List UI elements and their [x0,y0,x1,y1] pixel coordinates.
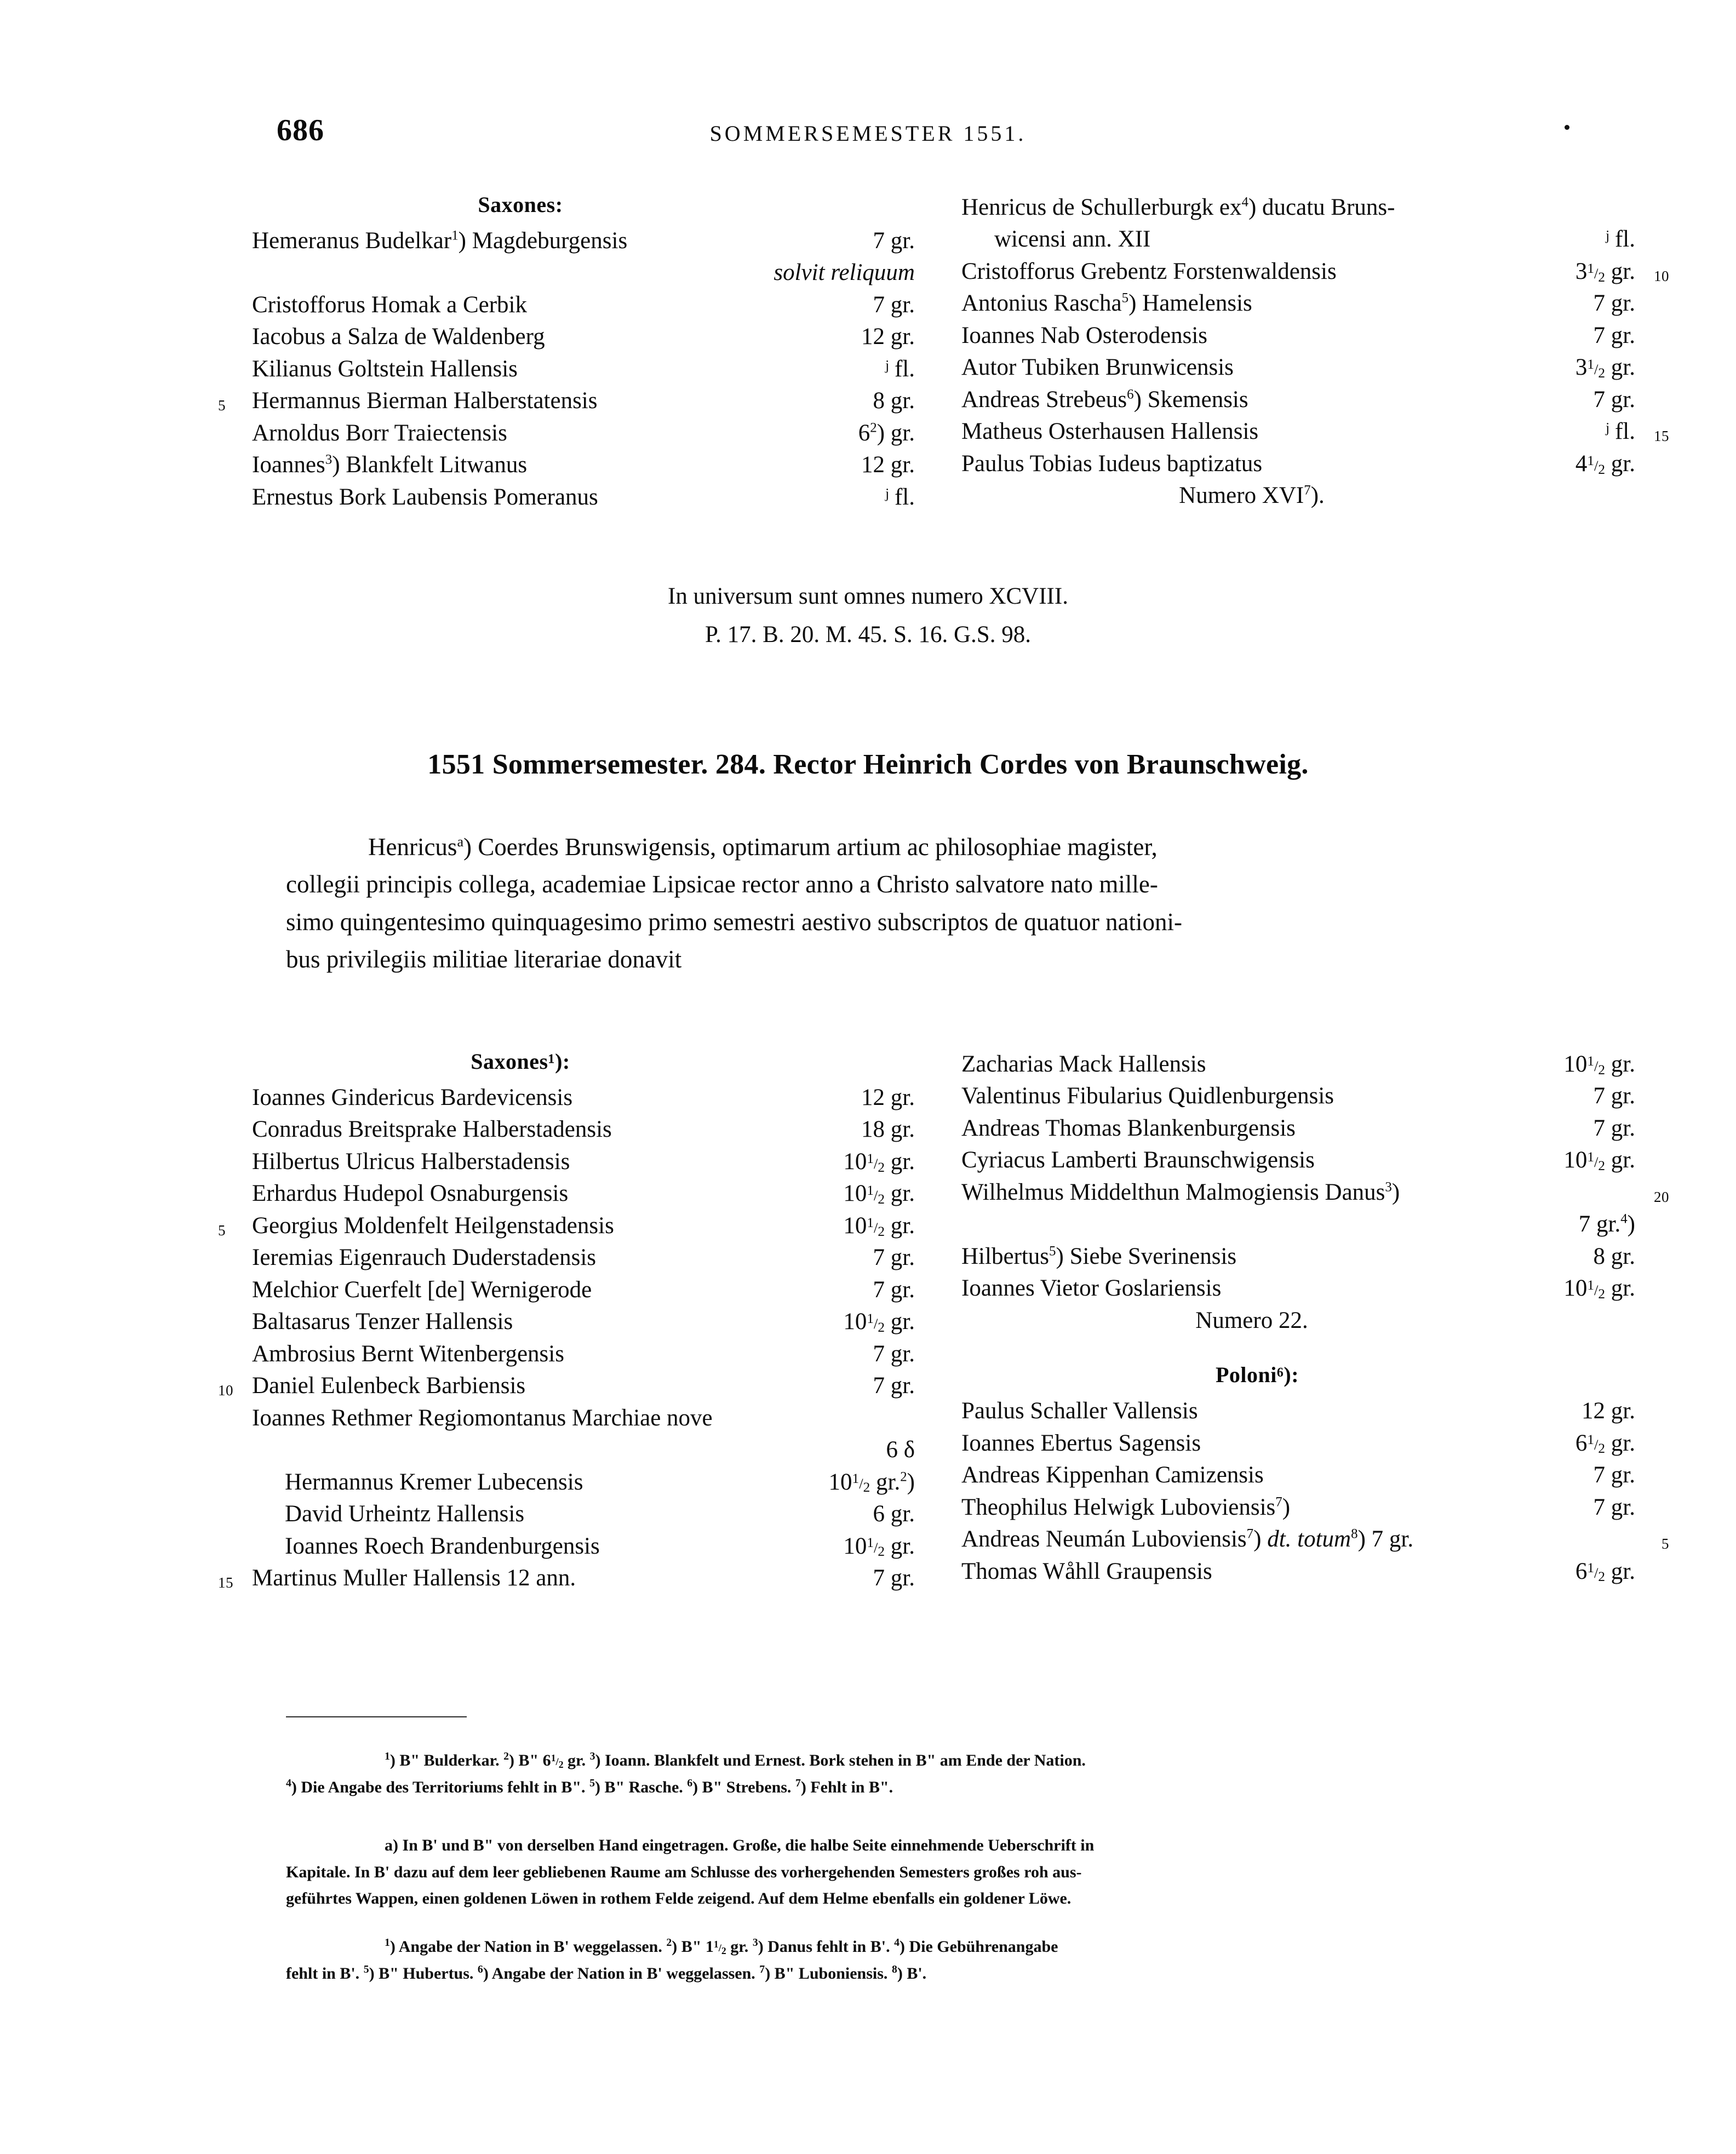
line-number: 20 [1654,1188,1669,1205]
section-two-right-column [961,1049,1669,1588]
entry-name: Erhardus Hudepol Osnaburgensis [252,1181,569,1207]
entry-name: Ioannes Vietor Goslariensis [961,1275,1222,1302]
entry-name: Ambrosius Bernt Witenbergensis [252,1340,564,1367]
entry-amount: 7 gr. [1593,1494,1635,1520]
entry-row [961,352,1635,383]
entry-name: Henricus de Schullerburgk $ex^4$) ducatu Bruns- [961,194,1395,220]
footnote-line: geführtes Wappen, einen goldenen Löwen in rothem Felde zeigend. Auf dem Helme ebenfalls ein goldener Löwe. [286,1889,1072,1908]
entry-name: Ioannes Gindericus Bardevicensis [252,1085,573,1110]
entry-list [218,225,915,513]
entry-name: Hemeranus Budelkar$^1$) Magdeburgensis [252,228,628,254]
entry-name: Andreas Kippenhan Camizensis [961,1462,1264,1488]
entry-amount: 7 gr. [873,228,915,254]
entry-amount: 101/2 gr. [1563,1147,1635,1174]
ink-speck [1565,125,1569,130]
entry-name: Arnoldus Borr Traiectensis [252,420,507,446]
entry-name: Autor Tubiken Brunwicensis [961,354,1234,381]
entry-amount: 101/2 gr. [843,1148,915,1175]
entry-name: Andreas Thomas Blankenburgensis [961,1115,1296,1141]
entry-name: Conradus Breitsprake Halberstadensis [252,1116,612,1143]
entry-row [252,1338,915,1370]
entry-amount: 6 gr. [873,1501,915,1527]
entry-name: Theophilus Helwigk Luboviensis$^7$) [961,1494,1291,1520]
line-number: 15 [1654,428,1669,445]
intro-paragraph [286,828,1584,978]
entry-amount: 12 gr. [1582,1398,1635,1424]
entry-row [252,449,915,481]
entry-name: Ieremias Eigenrauch Duderstadensis [252,1245,597,1271]
entry-amount: 7 gr. [873,1276,915,1303]
entry-name: Antonius Rascha$^5$) Hamelensis [961,290,1252,317]
entry-row [961,288,1635,319]
entry-amount: 7 gr. [1593,386,1635,413]
section-title: 1551 Sommersemester. 284. Rector Heinrich Cordes von Braunschweig. [427,749,1309,780]
entry-row [961,224,1635,255]
entry-amount: ʲ fl. [885,356,915,382]
entry-name: Daniel Eulenbeck Barbiensis [252,1373,526,1399]
entry-amount: 7 gr. [873,1373,915,1399]
entry-row [961,448,1635,480]
entry-amount: 101/2 gr. [1563,1275,1635,1302]
entry-name: Hilbertus Ulricus Halberstadensis [252,1148,570,1175]
entry-row [252,353,915,385]
entry-amount: 101/2 gr. [843,1533,915,1560]
entry-row [252,1242,915,1274]
group-heading-saxones-2: Saxones¹): [471,1049,570,1074]
entry-amount: 7 gr. [873,291,915,318]
entry-amount: 41/2 gr. [1575,450,1635,477]
entry-amount: 101/2 gr. [1563,1051,1635,1078]
entry-row [218,1562,915,1594]
totals-line-2: P. 17. B. 20. M. 45. S. 16. G.S. 98. [705,622,1031,648]
section-one-left-column [218,192,915,513]
entry-row [961,1459,1635,1491]
entry-amount: ʲ fl. [1605,419,1635,445]
entry-name: Ernestus Bork Laubensis Pomeranus [252,484,598,510]
entry-name: David Urheintz Hallensis [285,1501,525,1527]
entry-row [252,225,915,257]
entry-row [252,417,915,449]
entry-row [961,1177,1669,1208]
entry-amount: 31/2 gr. [1575,258,1635,285]
entry-row [252,1146,915,1178]
line-number: 5 [218,1222,226,1239]
entry-amount: 7 gr. [1593,322,1635,348]
entry-amount: 7 gr. [873,1565,915,1591]
entry-name: Ioannes Nab Osterodensis [961,322,1208,348]
footnote-line: a) In B' und B" von derselben Hand eingetragen. Große, die halbe Seite einnehmende Ueberschrift in [385,1836,1095,1854]
entry-row [961,192,1635,224]
entry-row [218,1210,915,1242]
entry-amount: 61/2 gr. [1575,1430,1635,1457]
entry-amount: 101/2 gr. [843,1309,915,1336]
entry-list [961,1049,1669,1337]
footnote-line: Kapitale. In B' dazu auf dem leer gebliebenen Raume am Schlusse des vorhergehenden Semesters großes roh aus- [286,1863,1082,1881]
entry-amount: 7 gr. [1593,1115,1635,1141]
footnote-block-a [286,1748,1584,1801]
entry-row [961,1492,1635,1523]
entry-row [961,384,1635,416]
paragraph-line: bus privilegiis militiae literariae donavit [286,946,682,973]
footnote-line: $^1$) Angabe der Nation in B' weggelassen. $^2$) B" 11/2 gr. $^3$) Danus fehlt in B'. $^4$) Die Gebührenangabe [385,1937,1058,1956]
entry-name: Hermannus Bierman Halberstatensis [252,388,598,414]
footnote-separator [286,1716,467,1717]
entry-name: Wilhelmus Middelthun Malmogiensis Danus$^3$) [961,1179,1400,1205]
entry-amount: ʲ fl. [1605,226,1635,253]
running-head-title: SOMMERSEMESTER 1551. [709,121,1027,146]
entry-row [252,1402,915,1434]
entry-name: Zacharias Mack Hallensis [961,1051,1206,1077]
entry-amount: 101/2 gr. [843,1212,915,1239]
entry-row [961,416,1669,448]
entry-list [961,192,1669,512]
entry-list [218,1082,915,1595]
line-number: 5 [1661,1535,1669,1552]
entry-row [961,1144,1635,1176]
entry-amount: 7 gr. [873,1245,915,1271]
entry-name: Ioannes$^3$) Blankfelt Litwanus [252,452,528,478]
entry-amount: 101/2 gr. [843,1181,915,1207]
footnote-block-c [286,1934,1584,1987]
entry-name: Valentinus Fibularius Quidlenburgensis [961,1083,1334,1109]
entry-name: Andreas Strebeus$^6$) Skemensis [961,386,1248,413]
entry-row [252,1498,915,1530]
entry-amount: 7 gr. [1593,290,1635,317]
entry-row [961,1428,1635,1459]
entry-row [252,289,915,321]
entry-row [252,1114,915,1145]
footnote-line: $^4$) Die Angabe des Territoriums fehlt in B". $^5$) B" Rasche. $^6$) B" Strebens. $^7$) Fehlt in B". [286,1777,893,1796]
entry-amount: 12 gr. [861,1085,915,1110]
entry-row [961,1241,1635,1273]
line-number: 15 [218,1574,233,1591]
paragraph-line: collegii principis collega, academiae Lipsicae rector anno a Christo salvatore nato mille- [286,870,1158,898]
footnote-line: $^1$) B" Bulderkar. $^2$) B" 61/2 gr. $^3$) Ioann. Blankfelt und Ernest. Bork stehen in B" am Ende der Nation. [385,1750,1086,1770]
entry-name: Ioannes Rethmer Regiomontanus Marchiae nove [252,1405,713,1431]
entry-summary: Numero XVI$^7$). [1179,483,1325,509]
entry-row [961,1113,1635,1144]
footnote-line: fehlt in B'. $^5$) B" Hubertus. $^6$) Angabe der Nation in B' weggelassen. $^7$) B" Luboniensis. $^8$) B'. [286,1963,927,1983]
entry-name: Andreas Neumán Luboviensis$^7$) dt. totum$^8$) 7 gr. [961,1526,1414,1553]
entry-row [961,1080,1635,1112]
entry-list [961,1395,1669,1588]
entry-amount: 7 gr. [873,1340,915,1367]
entry-name: Hermannus Kremer Lubecensis [285,1469,583,1495]
entry-note: solvit reliquum [774,260,915,286]
entry-row [252,1274,915,1306]
entry-amount-continuation: 6 δ [886,1437,915,1463]
entry-row [252,1531,915,1562]
entry-row [961,1049,1635,1080]
entry-name: Melchior Cuerfelt [de] Wernigerode [252,1276,592,1303]
entry-name: Cristofforus Grebentz Forstenwaldensis [961,258,1337,284]
entry-name: Kilianus Goltstein Hallensis [252,356,518,382]
entry-row [961,1273,1635,1304]
entry-amount: 61/2 gr. [1575,1558,1635,1585]
entry-row [961,256,1669,288]
entry-name: Georgius Moldenfelt Heilgenstadensis [252,1212,614,1239]
entry-amount: 8 gr. [1593,1243,1635,1269]
entry-row [252,1466,915,1498]
entry-amount: 31/2 gr. [1575,354,1635,381]
entry-name: Iacobus a Salza de Waldenberg [252,324,545,350]
entry-summary: Numero 22. [1195,1307,1308,1333]
entry-amount: 7 gr. [1593,1083,1635,1109]
entry-row [218,385,915,417]
entry-name: Martinus Muller Hallensis 12 ann. [252,1565,576,1591]
entry-name: Ioannes Ebertus Sagensis [961,1430,1201,1456]
entry-name: Baltasarus Tenzer Hallensis [252,1309,513,1335]
footnote-block-b [286,1832,1584,1912]
totals-line-1: In universum sunt omnes numero XCVIII. [668,583,1068,609]
section-two-left-column [218,1049,915,1595]
entry-name: Paulus Schaller Vallensis [961,1398,1198,1424]
entry-name: Hilbertus$^5$) Siebe Sverinensis [961,1243,1237,1269]
entry-row [252,321,915,353]
entry-name: Thomas Wåhll Graupensis [961,1558,1212,1584]
entry-amount: 12 gr. [861,452,915,478]
section-one-right-column [961,192,1669,512]
entry-amount: $6^2$) gr. [858,420,915,446]
line-number: 10 [1654,267,1669,284]
line-number: 10 [218,1382,233,1399]
entry-name: Cyriacus Lamberti Braunschwigensis [961,1147,1315,1173]
entry-amount: 18 gr. [861,1116,915,1143]
entry-name: Cristofforus Homak a Cerbik [252,291,527,318]
entry-row [252,1082,915,1114]
entry-amount: 12 gr. [861,324,915,350]
entry-row [961,1395,1635,1427]
entry-row [961,1523,1669,1555]
entry-amount: 7 gr. [1593,1462,1635,1488]
line-number: 5 [218,397,226,414]
paragraph-line: Henricus$^a$) Coerdes Brunswigensis, optimarum artium ac philosophiae magister, [368,833,1158,861]
page-number: 686 [277,113,324,147]
entry-name: Paulus Tobias Iudeus baptizatus [961,450,1263,477]
entry-row [961,320,1635,352]
group-heading-poloni: Poloni⁶): [1215,1362,1299,1388]
entry-name: Ioannes Roech Brandenburgensis [285,1533,600,1559]
entry-row [252,482,915,513]
group-heading-saxones: Saxones: [478,192,563,217]
entry-amount: 8 gr. [873,388,915,414]
entry-amount: 101/2 gr.$^2$) [828,1469,915,1496]
entry-row [961,1556,1635,1588]
entry-name: Matheus Osterhausen Hallensis [961,419,1259,445]
entry-row [252,1178,915,1210]
entry-row [252,1306,915,1338]
entry-name: wicensi ann. XII [994,226,1151,253]
paragraph-line: simo quingentesimo quinquagesimo primo semestri aestivo subscriptos de quatuor nationi- [286,908,1183,936]
entry-amount: ʲ fl. [885,484,915,510]
entry-row [218,1370,915,1402]
entry-amount-continuation: 7 gr.$^4$) [1578,1211,1635,1238]
running-head [0,113,1736,151]
